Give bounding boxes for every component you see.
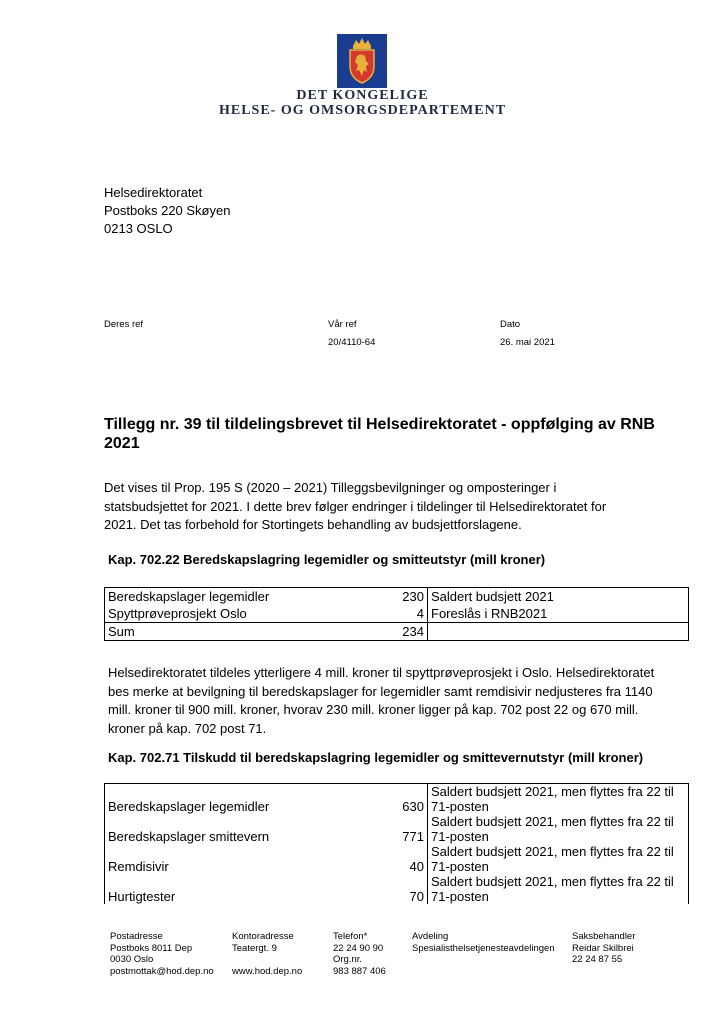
var-ref-value: 20/4110-64 [328, 337, 376, 348]
section2-table [104, 783, 689, 904]
row-value: 771 [402, 829, 424, 844]
row-note-line1: Saldert budsjett 2021, men flyttes fra 22 til [431, 874, 674, 889]
row-value: 70 [409, 889, 424, 904]
section2-heading: Kap. 702.71 Tilskudd til beredskapslagring legemidler og smittevernutstyr (mill kroner) [108, 750, 644, 765]
footer-saksbehandler [572, 931, 635, 966]
letter-title: Tillegg nr. 39 til tildelingsbrevet til Helsedirektoratet - oppfølging av RNB 2021 [104, 416, 655, 452]
department-name-line1: DET KONGELIGE [296, 88, 429, 103]
row-note [428, 844, 689, 874]
recipient-address [104, 184, 230, 238]
row-note [428, 784, 689, 815]
footer-line: 0030 Oslo [110, 954, 154, 965]
row-note-line1: Saldert budsjett 2021, men flyttes fra 22 til [431, 784, 674, 799]
footer-line: 983 887 406 [333, 965, 386, 977]
section1-table [104, 587, 689, 641]
row-label: Remdisivir [108, 859, 169, 874]
table-sum-row [105, 623, 689, 641]
row-label: Beredskapslager legemidler [108, 799, 270, 814]
footer-kontoradresse [232, 931, 302, 977]
footer-label: Kontoradresse [232, 931, 294, 942]
dato-label: Dato [500, 319, 521, 330]
footer-line: Org.nr. [333, 954, 363, 965]
row-note-line2: 71-posten [431, 799, 489, 814]
recipient-line: Helsedirektoratet [104, 185, 203, 200]
footer-line: 22 24 90 90 [333, 942, 384, 954]
footer-label: Telefon* [333, 931, 368, 942]
explanation-paragraph: Helsedirektoratet tildeles ytterligere 4 mill. kroner til spyttprøveprosjekt i Oslo. Helsedirektoratet bes merke at bevilgning til beredskapslager for legemidler samt remdisivir nedjusteres fra 1140 mill. kroner til 900 mill. kroner, hvorav 230 mill. kroner ligger på kap. 702 post 22 og 670 mill. kroner på kap. 702 post 71. [108, 665, 655, 736]
row-note-line1: Saldert budsjett 2021, men flyttes fra 22 til [431, 814, 674, 829]
dato-value: 26. mai 2021 [500, 337, 555, 348]
footer-label: Postadresse [110, 931, 163, 942]
row-note [428, 814, 689, 844]
row-note-line1: Saldert budsjett 2021, men flyttes fra 22 til [431, 844, 674, 859]
row-label: Hurtigtester [108, 889, 176, 904]
recipient-line: 0213 OSLO [104, 221, 173, 236]
row-note [428, 874, 689, 904]
table-row [105, 814, 689, 844]
row-value: 230 [402, 589, 424, 604]
table-row [105, 844, 689, 874]
footer-line: Teatergt. 9 [232, 942, 277, 954]
table-row [105, 588, 689, 606]
footer-line: Postboks 8011 Dep [110, 942, 193, 954]
footer-avdeling [412, 931, 555, 954]
row-note-line2: 71-posten [431, 889, 489, 904]
footer-email: postmottak@hod.dep.no [110, 965, 214, 977]
royal-coat-of-arms-logo [337, 34, 387, 88]
intro-paragraph: Det vises til Prop. 195 S (2020 – 2021) Tilleggsbevilgninger og omposteringer i statsbudsjettet for 2021. I dette brev følger endringer i tildelinger til Helsedirektoratet for 2021. Det tas forbehold for Stortingets behandling av budsjettforslagene. [104, 480, 607, 532]
sum-label: Sum [105, 623, 382, 641]
department-name-line2: HELSE- OG OMSORGSDEPARTEMENT [218, 103, 507, 118]
row-value: 4 [416, 606, 424, 621]
row-value: 630 [402, 799, 424, 814]
footer-line: 22 24 87 55 [572, 954, 623, 965]
footer-telefon [333, 931, 386, 977]
footer-postadresse [110, 931, 214, 977]
row-note-line2: 71-posten [431, 829, 489, 844]
footer-line [232, 954, 302, 966]
table-row [105, 605, 689, 623]
deres-ref-label: Deres ref [104, 319, 144, 330]
section1-heading: Kap. 702.22 Beredskapslagring legemidler og smitteutstyr (mill kroner) [108, 552, 546, 567]
row-value: 40 [409, 859, 424, 874]
footer-line: Reidar Skilbrei [572, 942, 634, 954]
row-label: Beredskapslager smittevern [108, 829, 270, 844]
sum-value: 234 [381, 623, 428, 641]
footer-website: www.hod.dep.no [232, 965, 303, 977]
row-note: Foreslås i RNB2021 [428, 605, 689, 623]
row-note-line2: 71-posten [431, 859, 489, 874]
table-row [105, 874, 689, 904]
footer-label: Saksbehandler [572, 931, 636, 942]
footer-line: Spesialisthelsetjenesteavdelingen [412, 942, 555, 954]
sum-note [428, 623, 689, 641]
row-label: Beredskapslager legemidler [108, 589, 270, 604]
table-row [105, 784, 689, 815]
recipient-line: Postboks 220 Skøyen [104, 203, 231, 218]
row-label: Spyttprøveprosjekt Oslo [108, 606, 247, 621]
row-note: Saldert budsjett 2021 [428, 588, 689, 606]
footer-label: Avdeling [412, 931, 449, 942]
var-ref-label: Vår ref [328, 319, 357, 330]
